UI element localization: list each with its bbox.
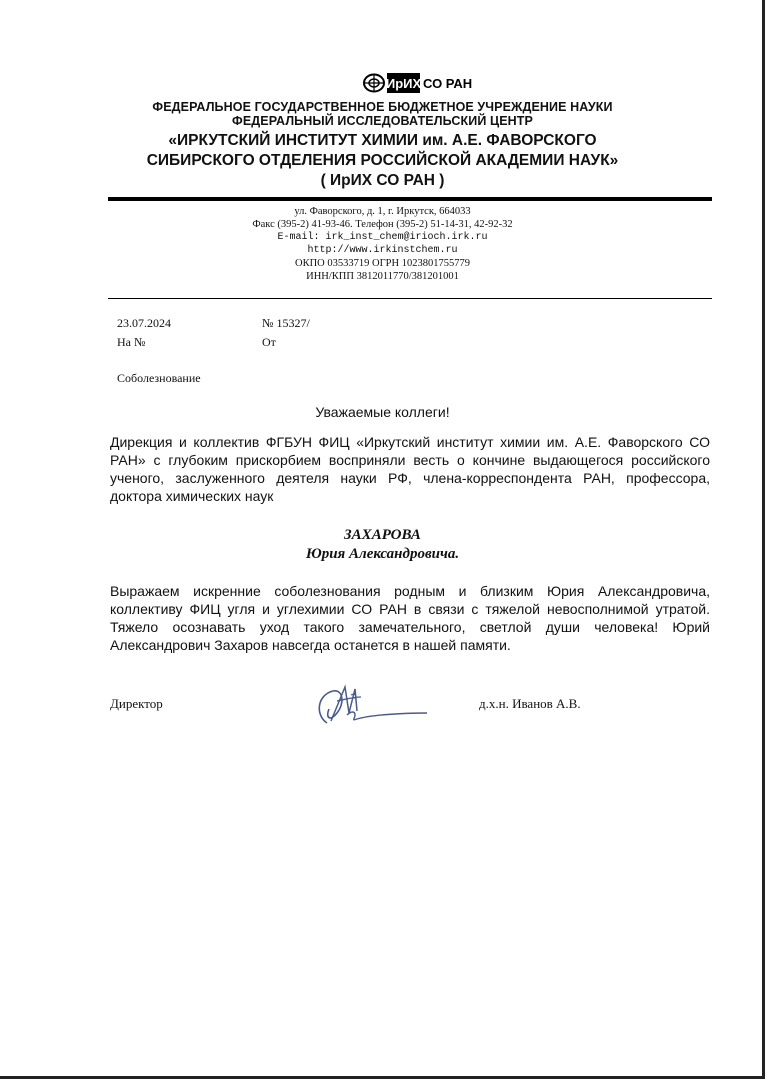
- institute-logo: [363, 72, 473, 94]
- header-divider-thick: [108, 197, 712, 201]
- svg-text:ИрИХ: ИрИХ: [385, 76, 422, 91]
- letter-subject: Соболезнование: [117, 371, 201, 385]
- signer-position: Директор: [110, 696, 163, 711]
- handwritten-signature: [311, 683, 431, 733]
- contact-website: http://www.irkinstchem.ru: [307, 245, 458, 256]
- institute-emblem-icon: [363, 72, 473, 94]
- letter-number: № 15327/: [262, 316, 310, 330]
- svg-text:СО РАН: СО РАН: [423, 76, 473, 91]
- header-line-2: ФЕДЕРАЛЬНЫЙ ИССЛЕДОВАТЕЛЬСКИЙ ЦЕНТР: [232, 114, 533, 128]
- deceased-given-name: Юрия Александровича.: [305, 546, 460, 562]
- header-line-4: СИБИРСКОГО ОТДЕЛЕНИЯ РОССИЙСКОЙ АКАДЕМИИ НАУК»: [146, 152, 619, 169]
- reference-label: На №: [117, 335, 146, 349]
- body-paragraph-2: Выражаем искренние соболезнования родным и близким Юрия Александровича, коллективу ФИЦ угля и углехимии СО РАН в связи с тяжелой невосполнимой утратой. Тяжело осознавать уход такого замечательного, светлой души человека! Юрий Александрович Захаров навсегда останется в нашей памяти.: [110, 583, 710, 653]
- contact-address: ул. Фаворского, д. 1, г. Иркутск, 664033: [294, 206, 471, 217]
- deceased-surname: ЗАХАРОВА: [344, 527, 421, 543]
- header-divider-thin: [108, 298, 712, 299]
- header-line-1: ФЕДЕРАЛЬНОЕ ГОСУДАРСТВЕННОЕ БЮДЖЕТНОЕ УЧРЕЖДЕНИЕ НАУКИ: [152, 100, 613, 114]
- contact-inn: ИНН/КПП 3812011770/381201001: [306, 271, 459, 282]
- header-line-3: «ИРКУТСКИЙ ИНСТИТУТ ХИМИИ им. А.Е. ФАВОРСКОГО: [168, 132, 597, 149]
- contact-phones: Факс (395-2) 41-93-46. Телефон (395-2) 51-14-31, 42-92-32: [252, 219, 513, 230]
- greeting: Уважаемые коллеги!: [315, 404, 450, 420]
- letter-date: 23.07.2024: [117, 316, 171, 330]
- from-label: От: [262, 335, 276, 349]
- signer-name: д.х.н. Иванов А.В.: [479, 696, 581, 711]
- contact-okpo: ОКПО 03533719 ОГРН 1023801755779: [295, 258, 470, 269]
- header-line-5: ( ИрИХ СО РАН ): [320, 172, 445, 189]
- contact-email: E-mail: irk_inst_chem@irioch.irk.ru: [277, 232, 488, 243]
- body-paragraph-1: Дирекция и коллектив ФГБУН ФИЦ «Иркутский институт химии им. А.Е. Фаворского СО РАН» с глубоким прискорбием восприняли весть о кончине выдающегося российского ученого, заслуженного деятеля науки РФ, члена-корреспондента РАН, профессора, доктора химических наук: [110, 434, 710, 504]
